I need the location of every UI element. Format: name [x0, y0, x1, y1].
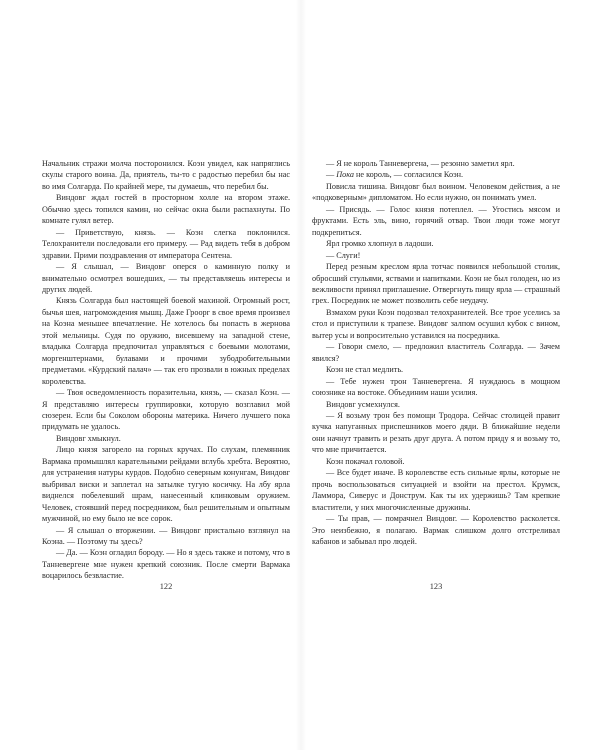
paragraph: — Приветствую, князь. — Коэн слегка поклонился. Телохранители последовали его примеру. — Рад видеть тебя в добром здравии. Прими поздравления от императора Сентена. — [42, 227, 290, 260]
paragraph: Взмахом руки Коэн подозвал телохранителей. Все трое уселись за стол и приступили к трапезе. Виндовг залпом осушил кубок с вином, вытер усы и вопросительно уставился на посредника. — [312, 307, 560, 340]
paragraph: Ярл громко хлопнул в ладоши. — [326, 239, 434, 249]
paragraph: — Я возьму трон без помощи Тродора. Сейчас столицей правит кучка напуганных приспешников моего дяди. В ближайшие недели они начнут травить и резать друг друга. А потом приду я и возьму то, что мне причитается. — [312, 410, 560, 455]
paragraph: Коэн не стал медлить. — [326, 365, 404, 375]
paragraph: Виндовг усмехнулся. — [326, 399, 400, 409]
page-number-left: 122 — [159, 582, 173, 591]
paragraph: — Я слышал, — Виндовг оперся о каминную полку и внимательно осмотрел вошедших, — ты представляешь интересы и других людей. — [42, 262, 290, 294]
right-page-text — [312, 158, 560, 547]
paragraph: — Твоя осведомленность поразительна, князь, — сказал Коэн. — Я представляю интересы группировки, которую возглавил мой сюзерен. Если бы Соколом обороны материка. Ничего лучшего пока придумать не удалось. — [42, 388, 290, 432]
paragraph: Повисла тишина. Виндовг был воином. Человеком действия, а не «подковерным» дипломатом. Но если нужно, он понимать умел. — [312, 181, 560, 203]
paragraph: Виндовг хмыкнул. — [56, 433, 121, 443]
paragraph: Начальник стражи молча посторонился. Коэн увидел, как напряглись скулы старого воина. Да, приятель, ты-то с радостью перебил бы нас во имя Солгарда. По крайней мере, ты думаешь, что перебил бы. — [42, 159, 290, 191]
paragraph: Виндовг ждал гостей в просторном холле на втором этаже. Обычно здесь топился камин, но сейчас окна были распахнуты. По комнате гулял ветер. — [42, 193, 290, 226]
paragraph: Коэн покачал головой. — [326, 456, 405, 466]
page-number-right: 123 — [429, 582, 443, 591]
left-page-text — [42, 158, 290, 582]
paragraph: — Присядь. — Голос князя потеплел. — Угостись мясом и фруктами. Есть эль, вино, горячий отвар. Твои люди тоже могут подкрепиться. — [312, 204, 560, 237]
paragraph: — Слуги! — [326, 250, 361, 260]
book-gutter — [296, 0, 306, 750]
paragraph: — Тебе нужен трон Танневергена. Я нуждаюсь в мощном союзнике на востоке. Объединим наши усилия. — [312, 376, 560, 398]
paragraph: — Все будет иначе. В королевстве есть сильные ярлы, которые не прочь воспользоваться ситуацией и взойти на престол. Крумск, Ламмора, Сиверус и Донструм. Как ты их удержишь? Там крепкие властители, у них многочисленные дружины. — [312, 468, 560, 512]
paragraph: — Пока не король, — согласился Коэн. — [326, 170, 464, 180]
paragraph: — Ты прав, — помрачнел Виндовг. — Королевство расколется. Это неизбежно, я полагаю. Вармак слишком долго отстреливал кабанов и забывал про людей. — [312, 514, 560, 546]
italic-word: Пока — [336, 170, 354, 180]
paragraph: Перед резным креслом ярла тотчас появился небольшой столик, обросший стульями, яствами и напитками. Коэн не был голоден, но из вежливости принял приглашение. Отвергнуть пищу ярла — страшный грех. Посредник не может позволить себе неудачу. — [312, 262, 560, 306]
paragraph: — Я слышал о вторжении. — Виндовг пристально взглянул на Коэна. — Поэтому ты здесь? — [42, 525, 290, 546]
paragraph: — Да. — Коэн огладил бороду. — Но я здесь также и потому, что в Танневергене мне нужен крепкий союзник. После смерти Вармака воцарилось безвластие. — [42, 548, 290, 581]
paragraph: — Я не король Танневергена, — резонно заметил ярл. — [326, 159, 515, 168]
paragraph: Лицо князя загорело на горных кручах. По слухам, племянник Вармака промышлял карательными рейдами вглубь хребта. Вероятно, для устранения натуры курдов. Подобно северным конунгам, Виндовг выбривал виски и заплетал на затылке тугую косичку. На лбу ярла виднелся побелевший шрам, нанесенный клинковым оружием. Человек, стоявший перед посредником, был решительным и опытным мужчиной, но ему было не все сорок. — [42, 445, 290, 524]
paragraph: Князь Солгарда был настоящей боевой махиной. Огромный рост, бычья шея, нагромождения мышц. Даже Гроорг в свое время произвел на Коэна меньшее впечатление. Не хотелось бы попасть в жернова этой мельницы. Судя по оружию, висевшему на западной стене, владыка Солгарда предпочитал управляться с боевыми молотами, моргенштернами, булавами и прочими зубодробительными предметами. «Курдский палач» — так его прозвали в южных пределах королевства. — [42, 296, 290, 386]
paragraph: — Говори смело, — предложил властитель Солгарда. — Зачем явился? — [312, 342, 560, 363]
paragraph-rest: не король, — согласился Коэн. — [353, 170, 464, 180]
